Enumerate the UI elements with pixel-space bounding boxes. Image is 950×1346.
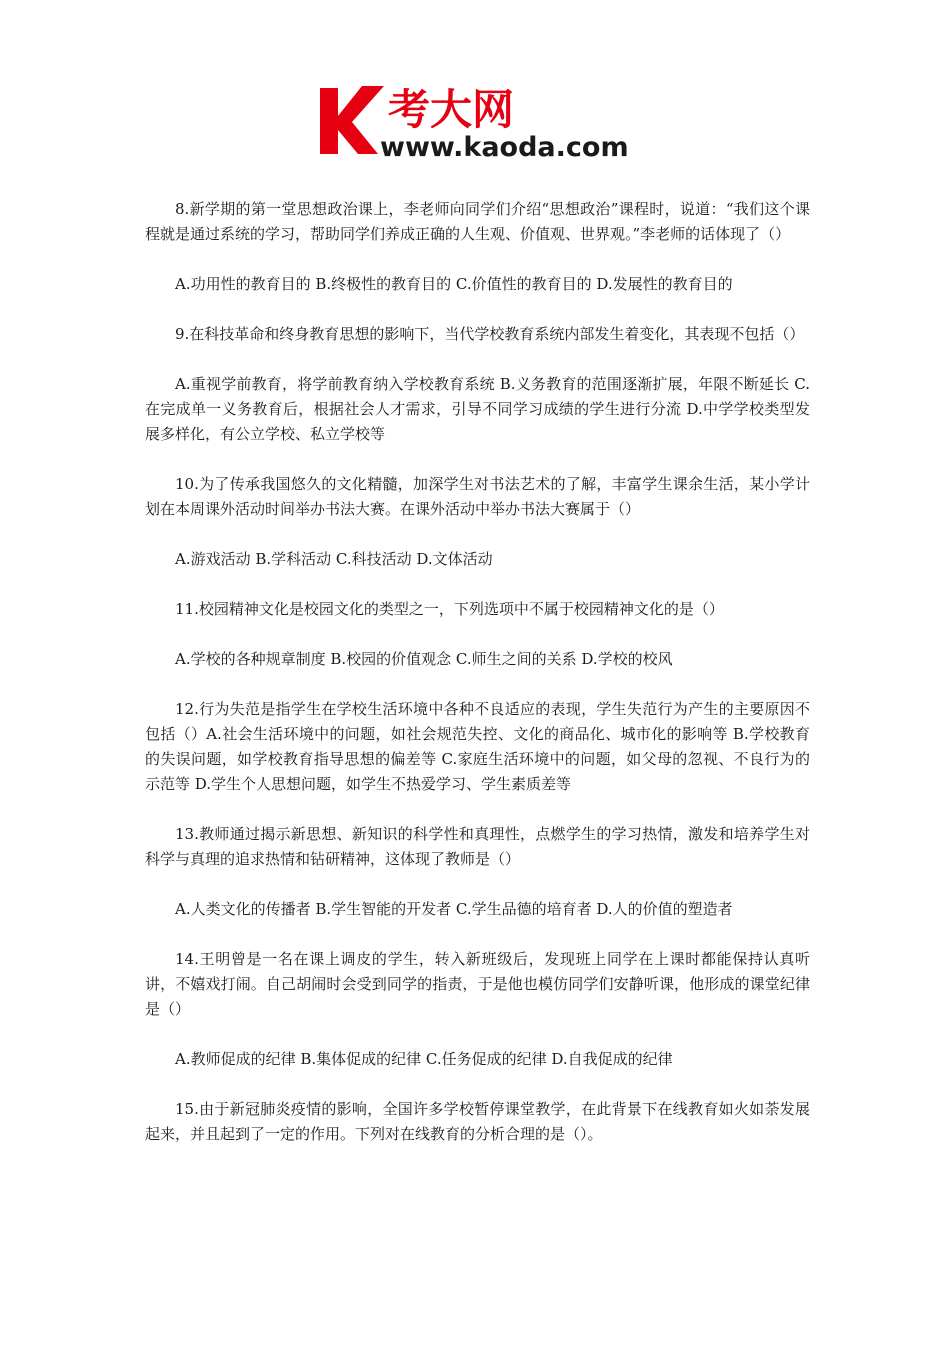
question-11-options: A.学校的各种规章制度 B.校园的价值观念 C.师生之间的关系 D.学校的校风 xyxy=(175,650,673,668)
logo-url-text: www.kaoda.com xyxy=(380,132,629,162)
question-11: 11.校园精神文化是校园文化的类型之一，下列选项中不属于校园精神文化的是（） xyxy=(175,600,724,618)
question-10: 10.为了传承我国悠久的文化精髓，加深学生对书法艺术的了解，丰富学生课余生活，某小学计划在本周课外活动时间举办书法大赛。在课外活动中举办书法大赛属于（） xyxy=(145,475,810,518)
question-10-options: A.游戏活动 B.学科活动 C.科技活动 D.文体活动 xyxy=(175,550,493,568)
question-15: 15.由于新冠肺炎疫情的影响，全国许多学校暂停课堂教学，在此背景下在线教育如火如荼发展起来，并且起到了一定的作用。下列对在线教育的分析合理的是（）。 xyxy=(145,1100,810,1143)
question-8: 8.新学期的第一堂思想政治课上，李老师向同学们介绍“思想政治”课程时，说道：“我们这个课程就是通过系统的学习，帮助同学们养成正确的人生观、价值观、世界观。”李老师的话体现了（） xyxy=(145,200,810,243)
question-9: 9.在科技革命和终身教育思想的影响下，当代学校教育系统内部发生着变化，其表现不包括（） xyxy=(175,325,805,343)
question-9-options: A.重视学前教育，将学前教育纳入学校教育系统 B.义务教育的范围逐渐扩展，年限不断延长 C.在完成单一义务教育后，根据社会人才需求，引导不同学习成绩的学生进行分流 D.中学学校类型发展多样化，有公立学校、私立学校等 xyxy=(145,375,810,443)
question-13-options: A.人类文化的传播者 B.学生智能的开发者 C.学生品德的培育者 D.人的价值的塑造者 xyxy=(175,900,733,918)
document-body xyxy=(145,197,810,1172)
logo-chinese-text: 考大网 xyxy=(388,85,515,134)
question-14: 14.王明曾是一名在课上调皮的学生，转入新班级后，发现班上同学在上课时都能保持认真听讲，不嬉戏打闹。自己胡闹时会受到同学的指责，于是他也模仿同学们安静听课，他形成的课堂纪律是（） xyxy=(145,950,810,1018)
question-13: 13.教师通过揭示新思想、新知识的科学性和真理性，点燃学生的学习热情，激发和培养学生对科学与真理的追求热情和钻研精神，这体现了教师是（） xyxy=(145,825,810,868)
question-8-options: A.功用性的教育目的 B.终极性的教育目的 C.价值性的教育目的 D.发展性的教育目的 xyxy=(175,275,733,293)
kaoda-logo-icon xyxy=(318,80,648,162)
site-logo xyxy=(318,80,648,162)
question-14-options: A.教师促成的纪律 B.集体促成的纪律 C.任务促成的纪律 D.自我促成的纪律 xyxy=(175,1050,673,1068)
question-12: 12.行为失范是指学生在学校生活环境中各种不良适应的表现，学生失范行为产生的主要原因不包括（）A.社会生活环境中的问题，如社会规范失控、文化的商品化、城市化的影响等 B.学校教育的失误问题，如学校教育指导思想的偏差等 C.家庭生活环境中的问题，如父母的忽视、不良行为的示范等 D.学生个人思想问题，如学生不热爱学习、学生素质差等 xyxy=(145,700,810,793)
